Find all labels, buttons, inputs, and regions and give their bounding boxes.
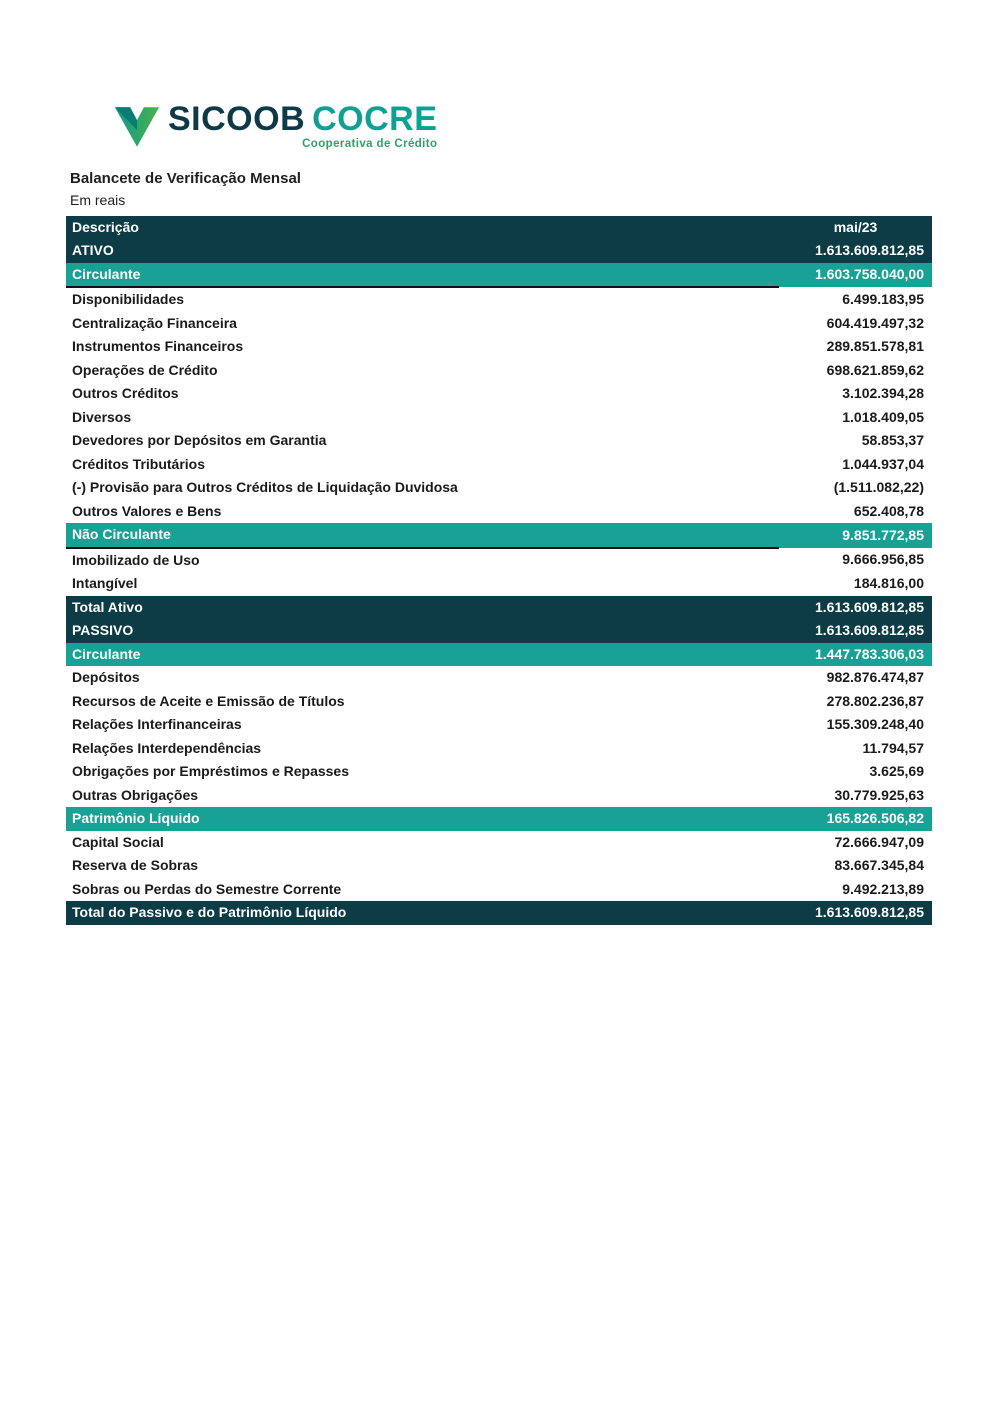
row-label: Outros Valores e Bens: [66, 500, 779, 524]
row-value: (1.511.082,22): [779, 476, 932, 500]
row-value: 1.044.937,04: [779, 453, 932, 477]
table-row: [66, 500, 932, 524]
row-label: Total do Passivo e do Patrimônio Líquido: [66, 901, 779, 925]
row-value: 3.102.394,28: [779, 382, 932, 406]
row-value: 1.018.409,05: [779, 406, 932, 430]
table-row: [66, 619, 932, 643]
row-label: Operações de Crédito: [66, 359, 779, 383]
row-value: 165.826.506,82: [779, 807, 932, 831]
row-label: Disponibilidades: [66, 287, 779, 312]
row-label: Sobras ou Perdas do Semestre Corrente: [66, 878, 779, 902]
column-header-period: mai/23: [779, 216, 932, 240]
row-label: (-) Provisão para Outros Créditos de Liquidação Duvidosa: [66, 476, 779, 500]
row-label: Diversos: [66, 406, 779, 430]
row-value: 278.802.236,87: [779, 690, 932, 714]
row-label: Intangível: [66, 572, 779, 596]
row-value: 155.309.248,40: [779, 713, 932, 737]
table-row: [66, 854, 932, 878]
table-row: [66, 737, 932, 761]
row-label: Relações Interdependências: [66, 737, 779, 761]
row-label: Capital Social: [66, 831, 779, 855]
row-value: 1.613.609.812,85: [779, 901, 932, 925]
row-value: 72.666.947,09: [779, 831, 932, 855]
row-value: 9.492.213,89: [779, 878, 932, 902]
column-header-descricao: Descrição: [66, 216, 779, 240]
table-body: [66, 239, 932, 925]
row-value: 30.779.925,63: [779, 784, 932, 808]
table-row: [66, 572, 932, 596]
row-label: Não Circulante: [66, 523, 779, 548]
logo-tagline: Cooperativa de Crédito: [302, 138, 438, 150]
row-value: 9.666.956,85: [779, 548, 932, 573]
table-row: [66, 382, 932, 406]
row-label: Depósitos: [66, 666, 779, 690]
row-value: 6.499.183,95: [779, 287, 932, 312]
table-row: [66, 760, 932, 784]
row-value: 58.853,37: [779, 429, 932, 453]
table-row: [66, 807, 932, 831]
row-label: Patrimônio Líquido: [66, 807, 779, 831]
row-value: 1.603.758.040,00: [779, 263, 932, 288]
row-value: 11.794,57: [779, 737, 932, 761]
row-label: Recursos de Aceite e Emissão de Títulos: [66, 690, 779, 714]
table-row: [66, 784, 932, 808]
document-title: Balancete de Verificação Mensal: [70, 170, 301, 187]
row-value: 9.851.772,85: [779, 523, 932, 548]
table-row: [66, 713, 932, 737]
table-row: [66, 453, 932, 477]
table-row: [66, 596, 932, 620]
logo-wordmark: [168, 102, 437, 150]
table-row: [66, 643, 932, 667]
table-row: [66, 878, 932, 902]
table-row: [66, 239, 932, 263]
row-value: 1.447.783.306,03: [779, 643, 932, 667]
row-value: 1.613.609.812,85: [779, 239, 932, 263]
sicoob-chevron-icon: [114, 106, 160, 153]
table-row: [66, 901, 932, 925]
table-row: [66, 831, 932, 855]
row-label: Total Ativo: [66, 596, 779, 620]
table-row: [66, 263, 932, 288]
table-row: [66, 287, 932, 312]
row-label: Relações Interfinanceiras: [66, 713, 779, 737]
table-row: [66, 312, 932, 336]
row-label: Instrumentos Financeiros: [66, 335, 779, 359]
balance-table: [66, 216, 932, 925]
brand-cocre: COCRE: [312, 100, 438, 138]
row-label: Centralização Financeira: [66, 312, 779, 336]
row-value: 1.613.609.812,85: [779, 619, 932, 643]
sicoob-cocre-logo: [114, 0, 932, 156]
row-label: Imobilizado de Uso: [66, 548, 779, 573]
row-value: 1.613.609.812,85: [779, 596, 932, 620]
row-label: Créditos Tributários: [66, 453, 779, 477]
table-row: [66, 666, 932, 690]
row-label: Reserva de Sobras: [66, 854, 779, 878]
table-row: [66, 359, 932, 383]
table-row: [66, 406, 932, 430]
table-row: [66, 690, 932, 714]
row-value: 604.419.497,32: [779, 312, 932, 336]
brand-sicoob: SICOOB: [168, 100, 306, 138]
row-label: Obrigações por Empréstimos e Repasses: [66, 760, 779, 784]
table-row: [66, 476, 932, 500]
table-row: [66, 335, 932, 359]
row-value: 982.876.474,87: [779, 666, 932, 690]
row-label: Circulante: [66, 643, 779, 667]
row-label: Circulante: [66, 263, 779, 288]
row-value: 83.667.345,84: [779, 854, 932, 878]
row-value: 184.816,00: [779, 572, 932, 596]
row-label: Devedores por Depósitos em Garantia: [66, 429, 779, 453]
row-value: 698.621.859,62: [779, 359, 932, 383]
table-row: [66, 548, 932, 573]
row-value: 3.625,69: [779, 760, 932, 784]
row-value: 652.408,78: [779, 500, 932, 524]
row-value: 289.851.578,81: [779, 335, 932, 359]
row-label: PASSIVO: [66, 619, 779, 643]
table-row: [66, 523, 932, 548]
table-row: [66, 429, 932, 453]
table-header-row: [66, 216, 932, 240]
row-label: ATIVO: [66, 239, 779, 263]
row-label: Outras Obrigações: [66, 784, 779, 808]
row-label: Outros Créditos: [66, 382, 779, 406]
currency-note: Em reais: [70, 192, 126, 208]
